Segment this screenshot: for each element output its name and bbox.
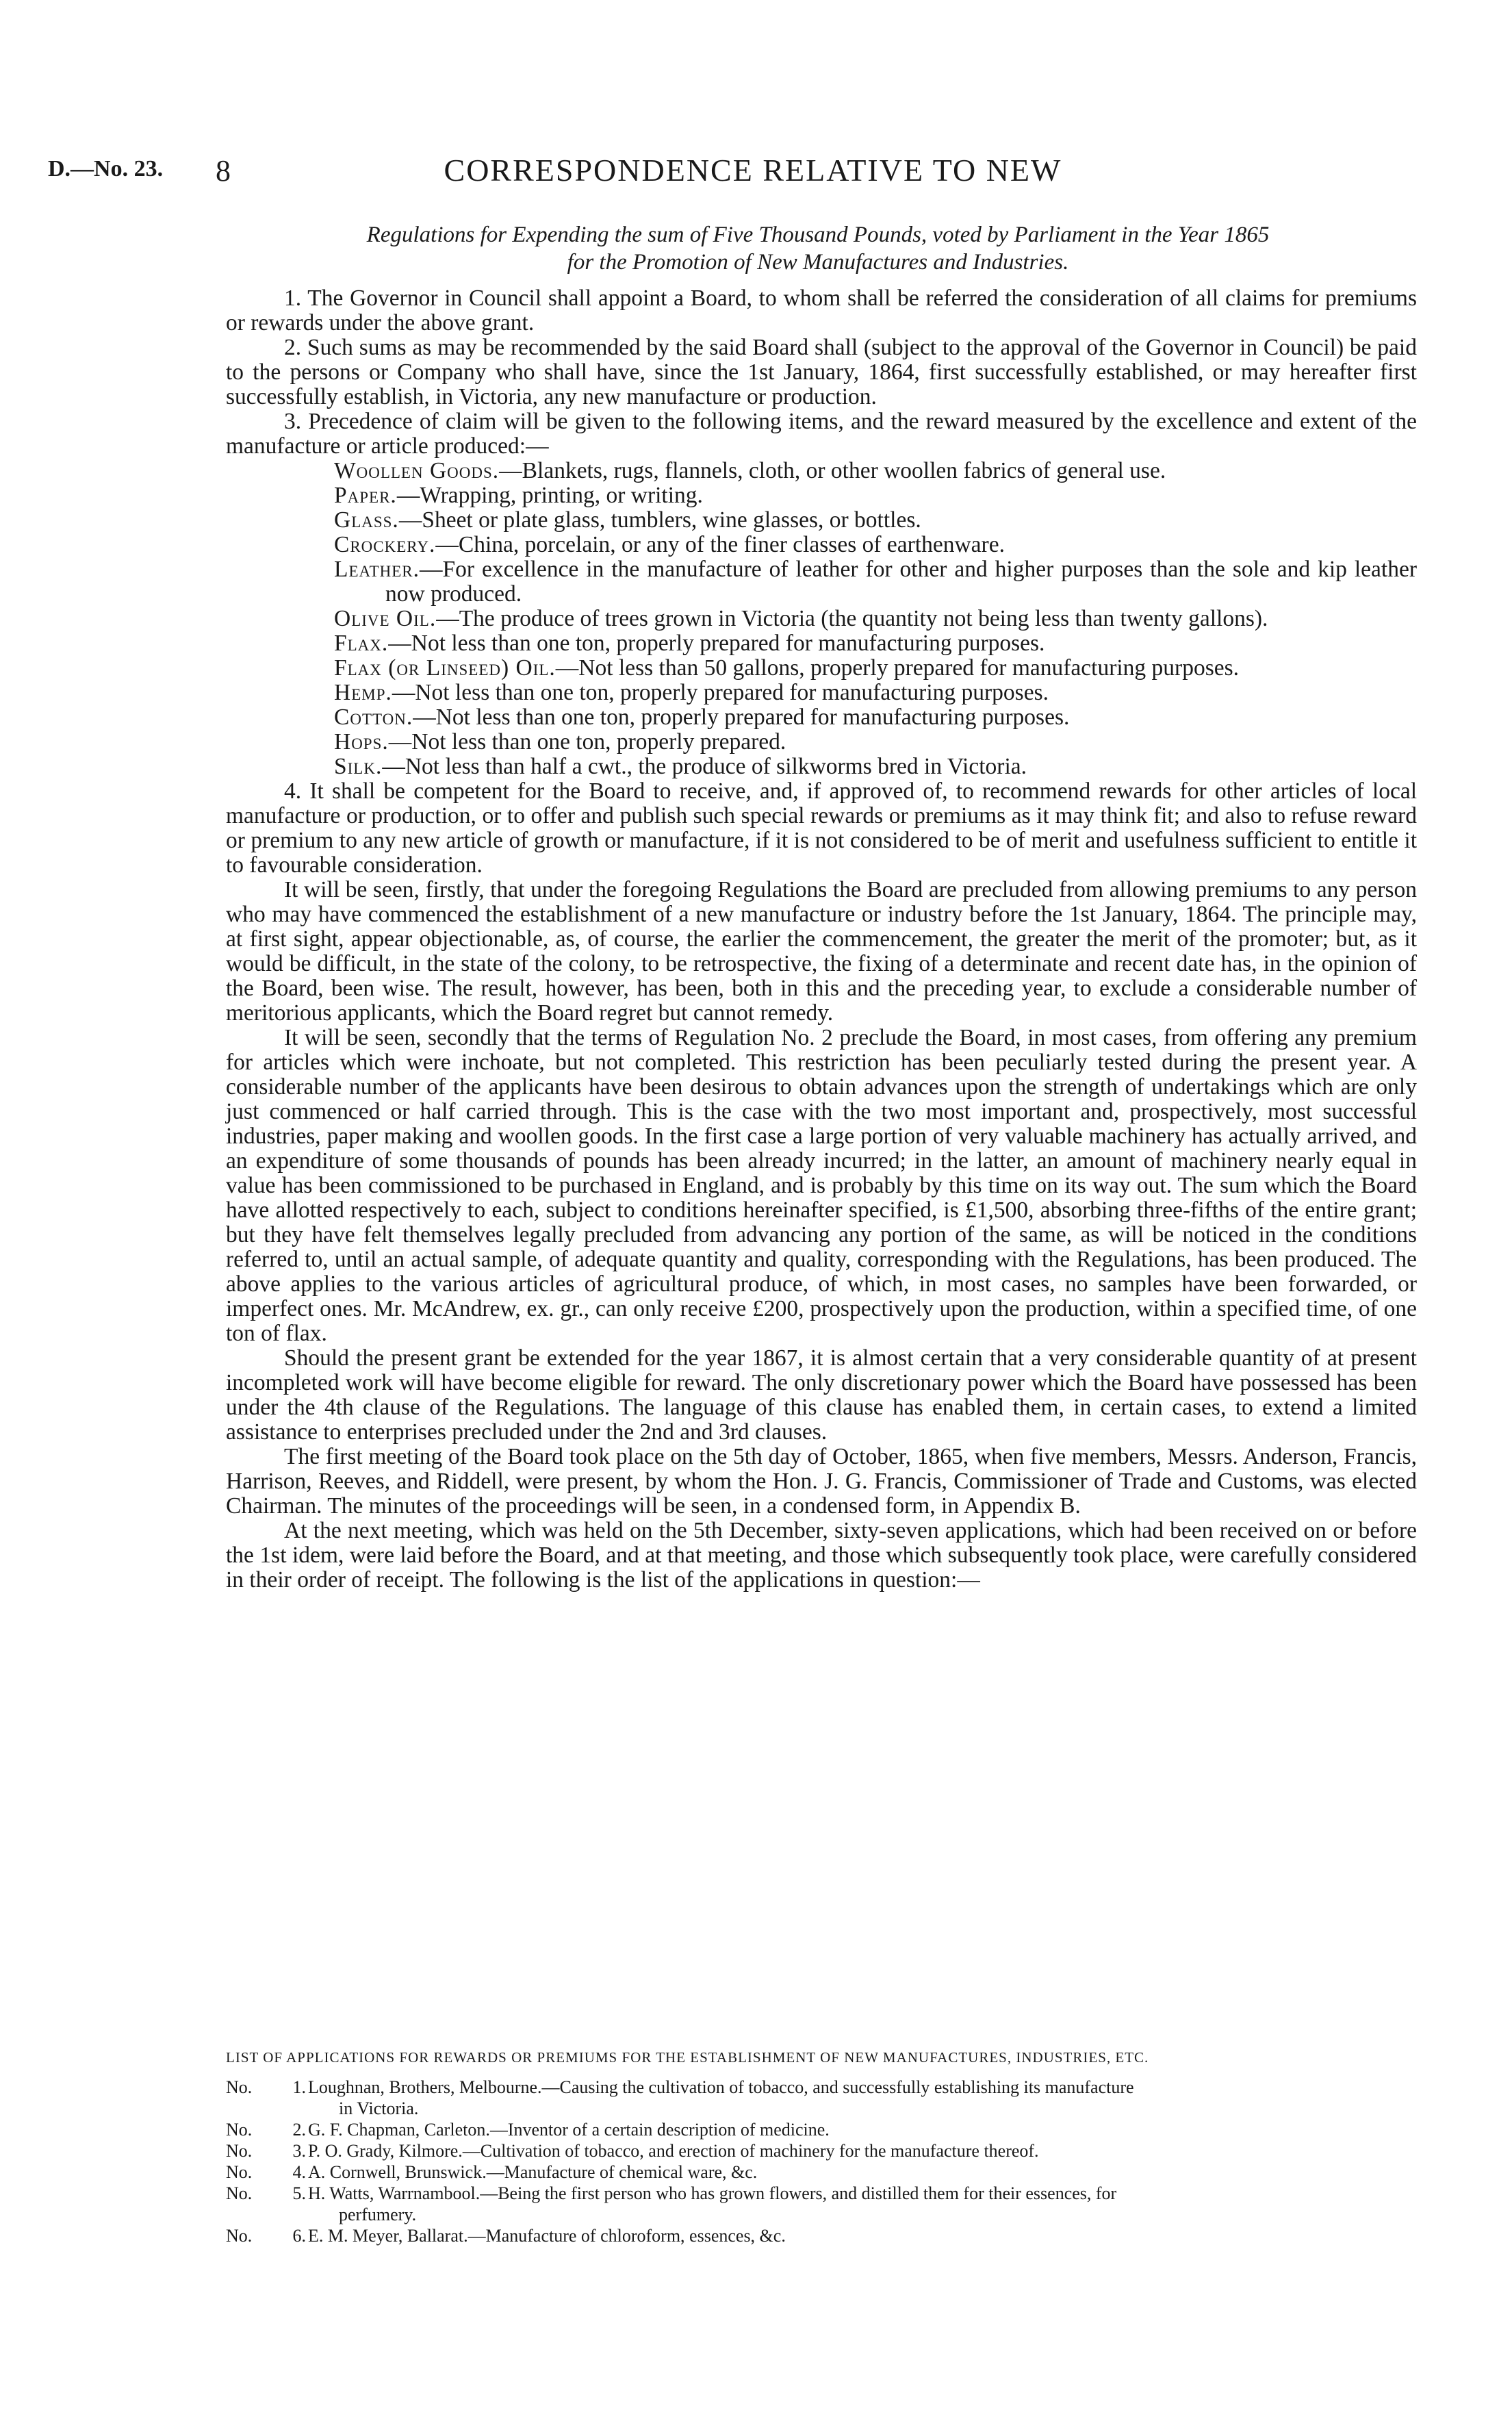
application-text: E. M. Meyer, Ballarat.—Manufacture of chloroform, essences, &c. [308,2226,786,2246]
item-term: Hemp. [334,680,392,705]
application-text: P. O. Grady, Kilmore.—Cultivation of tobacco, and erection of machinery for the manufacture thereof. [308,2141,1039,2161]
application-prefix: No. [226,2226,253,2246]
application-number: 3. [292,2141,306,2161]
regulation-3: 3. Precedence of claim will be given to the following items, and the reward measured by the excellence and extent of the manufacture or article produced:— [226,409,1417,459]
item-term: Leather. [334,557,420,582]
application-prefix: No. [226,2120,253,2140]
item-term: Glass. [334,507,399,533]
item-term: Crockery. [334,532,436,557]
application-prefix: No. [226,2162,253,2182]
item-term: Flax (or Linseed) Oil. [334,655,556,681]
precedence-item [334,730,1417,754]
application-number: 5. [292,2183,306,2203]
application-text: A. Cornwell, Brunswick.—Manufacture of chemical ware, &c. [308,2162,758,2182]
precedence-items-list [334,459,1417,779]
precedence-item [334,483,1417,508]
item-desc: —The produce of trees grown in Victoria (the quantity not being less than twenty gallons). [436,606,1268,631]
running-title: CORRESPONDENCE RELATIVE TO NEW [444,153,1062,188]
item-desc: —Sheet or plate glass, tumblers, wine glasses, or bottles. [398,507,921,533]
application-prefix: No. [226,2077,253,2097]
application-number: 6. [292,2226,306,2246]
item-term: Paper. [334,483,397,508]
precedence-item [334,459,1417,483]
running-head [48,153,1458,197]
precedence-item [334,533,1417,557]
application-text: H. Watts, Warrnambool.—Being the first person who has grown flowers, and distilled them for their essences, for [308,2183,1117,2203]
body-text [226,286,1417,1593]
precedence-item [334,681,1417,705]
item-desc: —For excellence in the manufacture of leather for other and higher purposes than the sole and kip leather now produced. [385,557,1417,607]
item-desc: —Blankets, rugs, flannels, cloth, or other woollen fabrics of general use. [499,458,1166,483]
application-text-continued: in Victoria. [339,2098,419,2118]
item-desc: —China, porcelain, or any of the finer classes of earthenware. [435,532,1005,557]
application-text-continued: perfumery. [339,2205,417,2224]
item-desc: —Not less than one ton, properly prepared for manufacturing purposes. [388,631,1045,656]
item-term: Hops. [334,729,389,754]
applications-section [226,2047,1417,2246]
regulations-heading [226,221,1410,276]
application-text: G. F. Chapman, Carleton.—Inventor of a certain description of medicine. [308,2120,830,2140]
application-number: 1. [292,2077,306,2097]
regulations-heading-line2: for the Promotion of New Manufactures and Industries. [567,250,1069,275]
item-term: Cotton. [334,705,413,730]
applications-list [226,2077,1417,2246]
application-text: Loughnan, Brothers, Melbourne.—Causing the cultivation of tobacco, and successfully establishing its manufacture [308,2077,1134,2097]
paragraph-secondly: It will be seen, secondly that the terms of Regulation No. 2 preclude the Board, in most cases, from offering any premium for articles which were inchoate, but not completed. This restriction has been peculiarly tested during the present year. A considerable number of the applicants have been desirous to obtain advances upon the strength of undertakings which are only just commenced or half carried through. This is the case with the two most important and, prospectively, most successful industries, paper making and woollen goods. In the first case a large portion of very valuable machinery has actually arrived, and an expenditure of some thousands of pounds has been already incurred; in the latter, an amount of machinery nearly equal in value has been commissioned to be purchased in England, and is probably by this time on its way out. The sum which the Board have allotted respectively to each, subject to conditions hereinafter specified, is £1,500, absorbing three-fifths of the entire grant; but they have felt themselves legally precluded from advancing any portion of the same, as will be noticed in the conditions referred to, until an actual sample, of adequate quantity and quality, corresponding with the Regulations, has been produced. The above applies to the various articles of agricultural produce, of which, in most cases, no samples have been forwarded, or imperfect ones. Mr. McAndrew, ex. gr., can only receive £200, prospectively upon the production, within a specified time, of one ton of flax. [226,1025,1417,1346]
applications-heading: LIST OF APPLICATIONS FOR REWARDS OR PREMIUMS FOR THE ESTABLISHMENT OF NEW MANUFACTURES, INDUSTRIES, ETC. [226,2049,1149,2066]
precedence-item [334,705,1417,730]
paragraph-first-meeting: The first meeting of the Board took place on the 5th day of October, 1865, when five members, Messrs. Anderson, Francis, Harrison, Reeves, and Riddell, were present, by whom the Hon. J. G. Francis, Commissioner of Trade and Customs, was elected Chairman. The minutes of the proceedings will be seen, in a condensed form, in Appendix B. [226,1444,1417,1519]
item-desc: —Wrapping, printing, or writing. [396,483,703,508]
precedence-item [334,508,1417,533]
application-number: 2. [292,2120,306,2140]
precedence-item [334,631,1417,656]
item-term: Woollen Goods. [334,458,500,483]
application-item [226,2183,1417,2225]
paragraph-firstly: It will be seen, firstly, that under the foregoing Regulations the Board are precluded from allowing premiums to any person who may have commenced the establishment of a new manufacture or industry before the 1st January, 1864. The principle may, at first sight, appear objectionable, as, of course, the earlier the commencement, the greater the merit of the promoter; but, as it would be difficult, in the state of the colony, to be retrospective, the fixing of a determinate and recent date has, in the opinion of the Board, been wise. The result, however, has been, both in this and the preceding year, to exclude a considerable number of meritorious applicants, which the Board regret but cannot remedy. [226,877,1417,1026]
item-term: Silk. [334,754,383,779]
regulation-4: 4. It shall be competent for the Board to receive, and, if approved of, to recommend rewards for other articles of local manufacture or production, or to offer and publish such special rewards or premiums as it may think fit; and also to refuse reward or premium to any new article of growth or manufacture, if it is not considered to be of merit and usefulness sufficient to entitle it to favourable consideration. [226,778,1417,878]
precedence-item [334,656,1417,681]
document-reference: D.—No. 23. [48,156,164,181]
regulations-heading-line1: Regulations for Expending the sum of Five Thousand Pounds, voted by Parliament in the Year 1865 [366,223,1270,247]
application-item [226,2140,1417,2161]
page-number: 8 [216,154,231,188]
item-desc: —Not less than half a cwt., the produce of silkworms bred in Victoria. [382,754,1027,779]
item-desc: —Not less than 50 gallons, properly prepared for manufacturing purposes. [555,655,1240,681]
item-desc: —Not less than one ton, properly prepared for manufacturing purposes. [413,705,1070,730]
application-prefix: No. [226,2183,253,2203]
paragraph-next-meeting: At the next meeting, which was held on the 5th December, sixty-seven applications, which had been received on or before the 1st idem, were laid before the Board, and at that meeting, and those which subsequently took place, were carefully considered in their order of receipt. The following is the list of the applications in question:— [226,1518,1417,1593]
precedence-item [334,607,1417,631]
application-item [226,2161,1417,2183]
application-item [226,2077,1417,2119]
item-desc: —Not less than one ton, properly prepared. [388,729,786,754]
regulation-1: 1. The Governor in Council shall appoint a Board, to whom shall be referred the consideration of all claims for premiums or rewards under the above grant. [226,286,1417,335]
regulation-2: 2. Such sums as may be recommended by the said Board shall (subject to the approval of the Governor in Council) be paid to the persons or Company who shall have, since the 1st January, 1864, first successfully established, or may hereafter first successfully establish, in Victoria, any new manufacture or production. [226,335,1417,409]
precedence-item [334,557,1417,607]
paragraph-grant-extension: Should the present grant be extended for the year 1867, it is almost certain that a very considerable quantity of at present incompleted work will have become eligible for reward. The only discretionary power which the Board have possessed has been under the 4th clause of the Regulations. The language of this clause has enabled them, in certain cases, to extend a limited assistance to enterprises precluded under the 2nd and 3rd clauses. [226,1345,1417,1445]
item-term: Olive Oil. [334,606,437,631]
precedence-item [334,754,1417,779]
application-number: 4. [292,2162,306,2182]
item-desc: —Not less than one ton, properly prepared for manufacturing purposes. [392,680,1049,705]
application-item [226,2225,1417,2246]
item-term: Flax. [334,631,389,656]
application-item [226,2119,1417,2140]
application-prefix: No. [226,2141,253,2161]
